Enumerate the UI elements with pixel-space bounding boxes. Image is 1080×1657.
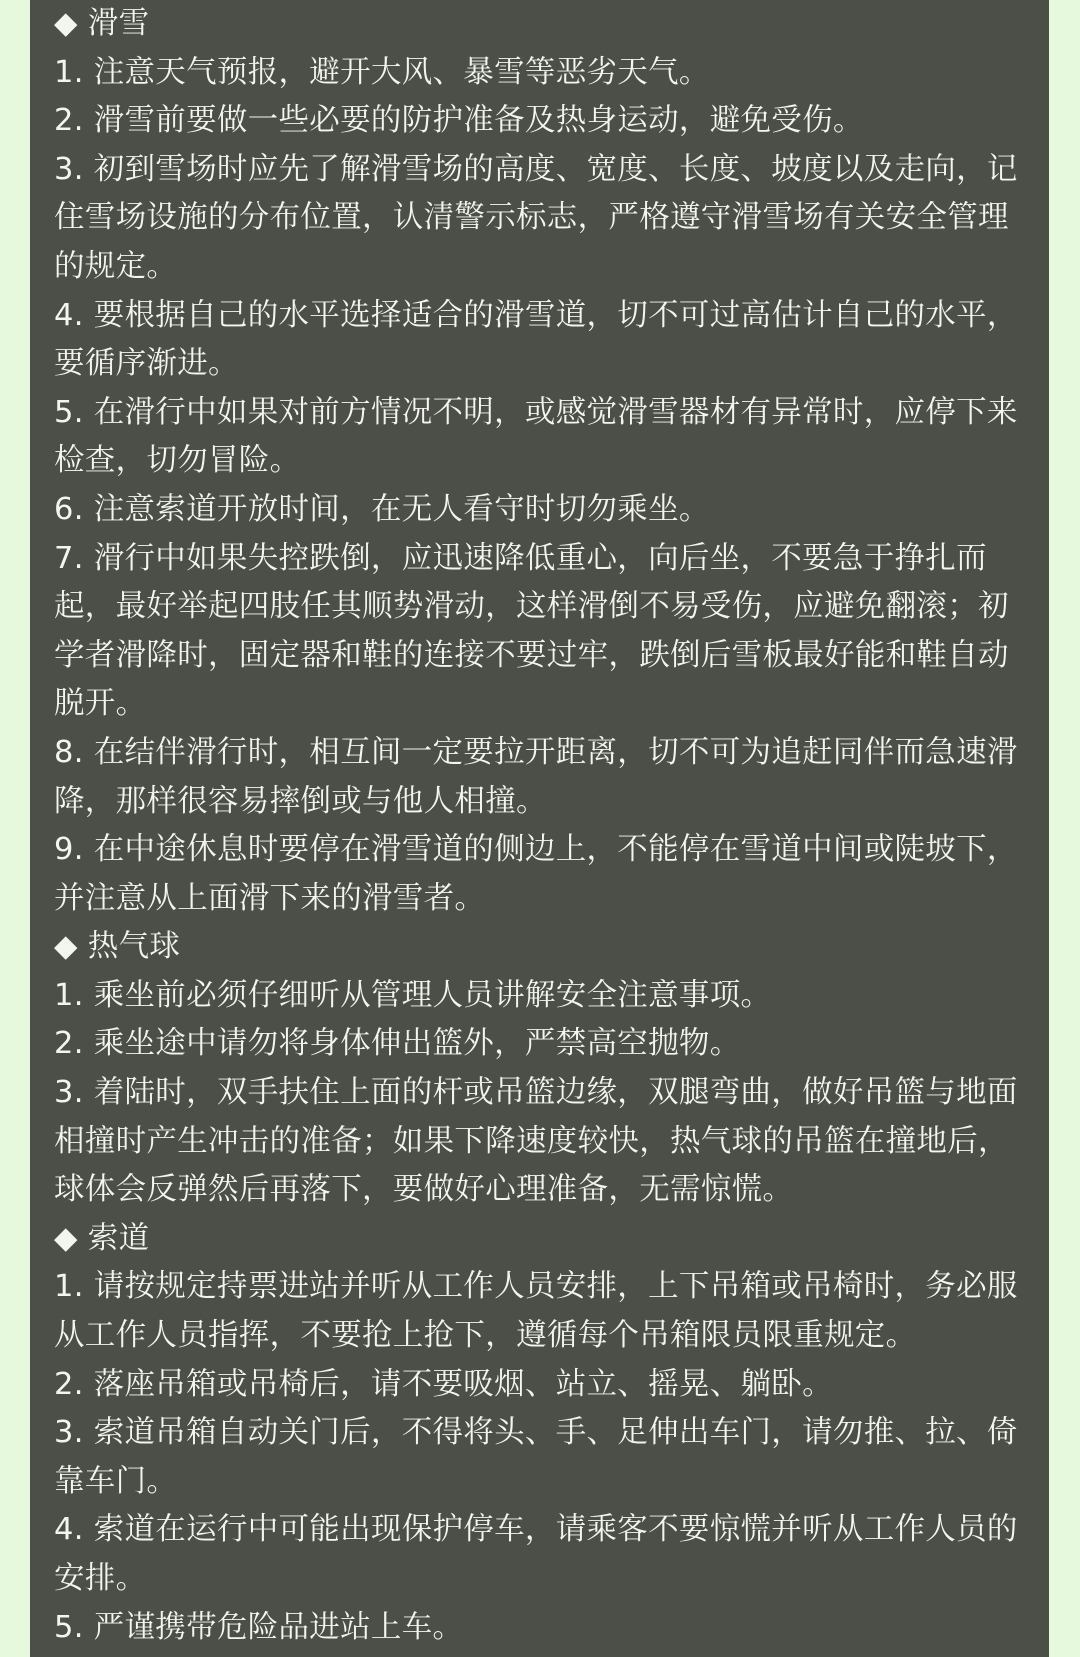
- list-item: 3. 着陆时，双手扶住上面的杆或吊篮边缘，双腿弯曲，做好吊篮与地面相撞时产生冲击的准备；如果下降速度较快，热气球的吊篮在撞地后，球体会反弹然后再落下，要做好心理准备，无需惊慌。: [54, 1075, 1018, 1208]
- list-item: 1. 请按规定持票进站并听从工作人员安排，上下吊箱或吊椅时，务必服从工作人员指挥，不要抢上抢下，遵循每个吊箱限员限重规定。: [54, 1269, 1018, 1354]
- list-item: 5. 严谨携带危险品进站上车。: [54, 1609, 464, 1645]
- list-item: 3. 初到雪场时应先了解滑雪场的高度、宽度、长度、坡度以及走向，记住雪场设施的分布位置，认清警示标志，严格遵守滑雪场有关安全管理的规定。: [54, 151, 1018, 284]
- diamond-bullet-icon: ◆: [54, 1220, 78, 1256]
- section-title-text: 热气球: [87, 929, 181, 965]
- list-item: 2. 滑雪前要做一些必要的防护准备及热身运动，避免受伤。: [54, 103, 864, 139]
- list-item: 1. 注意天气预报，避开大风、暴雪等恶劣天气。: [54, 54, 710, 90]
- list-item: 8. 在结伴滑行时，相互间一定要拉开距离，切不可为追赶同伴而急速滑降，那样很容易摔倒或与他人相撞。: [54, 734, 1018, 819]
- list-item: 4. 要根据自己的水平选择适合的滑雪道，切不可过高估计自己的水平，要循序渐进。: [54, 297, 1018, 382]
- section-title-skiing: [54, 0, 1033, 49]
- list-item: 5. 在滑行中如果对前方情况不明，或感觉滑雪器材有异常时，应停下来检查，切勿冒险。: [54, 394, 1018, 479]
- content-panel: [30, 0, 1049, 1657]
- section-title-cableway: [54, 1215, 1033, 1264]
- list-item: 7. 滑行中如果失控跌倒，应迅速降低重心，向后坐，不要急于挣扎而起，最好举起四肢任其顺势滑动，这样滑倒不易受伤，应避免翻滚；初学者滑降时，固定器和鞋的连接不要过牢，跌倒后雪板最好能和鞋自动脱开。: [54, 540, 1009, 722]
- list-item: 9. 在中途休息时要停在滑雪道的侧边上，不能停在雪道中间或陡坡下，并注意从上面滑下来的滑雪者。: [54, 832, 1018, 916]
- section-title-hot-air-balloon: [54, 923, 1033, 972]
- safety-tips-text: [54, 0, 1033, 1652]
- section-title-text: 索道: [87, 1220, 150, 1256]
- list-item: 6. 注意索道开放时间，在无人看守时切勿乘坐。: [54, 491, 710, 527]
- diamond-bullet-icon: ◆: [54, 929, 78, 965]
- diamond-bullet-icon: ◆: [54, 6, 78, 41]
- list-item: 2. 乘坐途中请勿将身体伸出篮外，严禁高空抛物。: [54, 1026, 741, 1062]
- section-title-text: 滑雪: [87, 6, 150, 41]
- list-item: 4. 索道在运行中可能出现保护停车，请乘客不要惊慌并听从工作人员的安排。: [54, 1512, 1018, 1596]
- list-item: 3. 索道吊箱自动关门后，不得将头、手、足伸出车门，请勿推、拉、倚靠车门。: [54, 1415, 1018, 1499]
- list-item: 2. 落座吊箱或吊椅后，请不要吸烟、站立、摇晃、躺卧。: [54, 1366, 833, 1402]
- list-item: 1. 乘坐前必须仔细听从管理人员讲解安全注意事项。: [54, 977, 772, 1013]
